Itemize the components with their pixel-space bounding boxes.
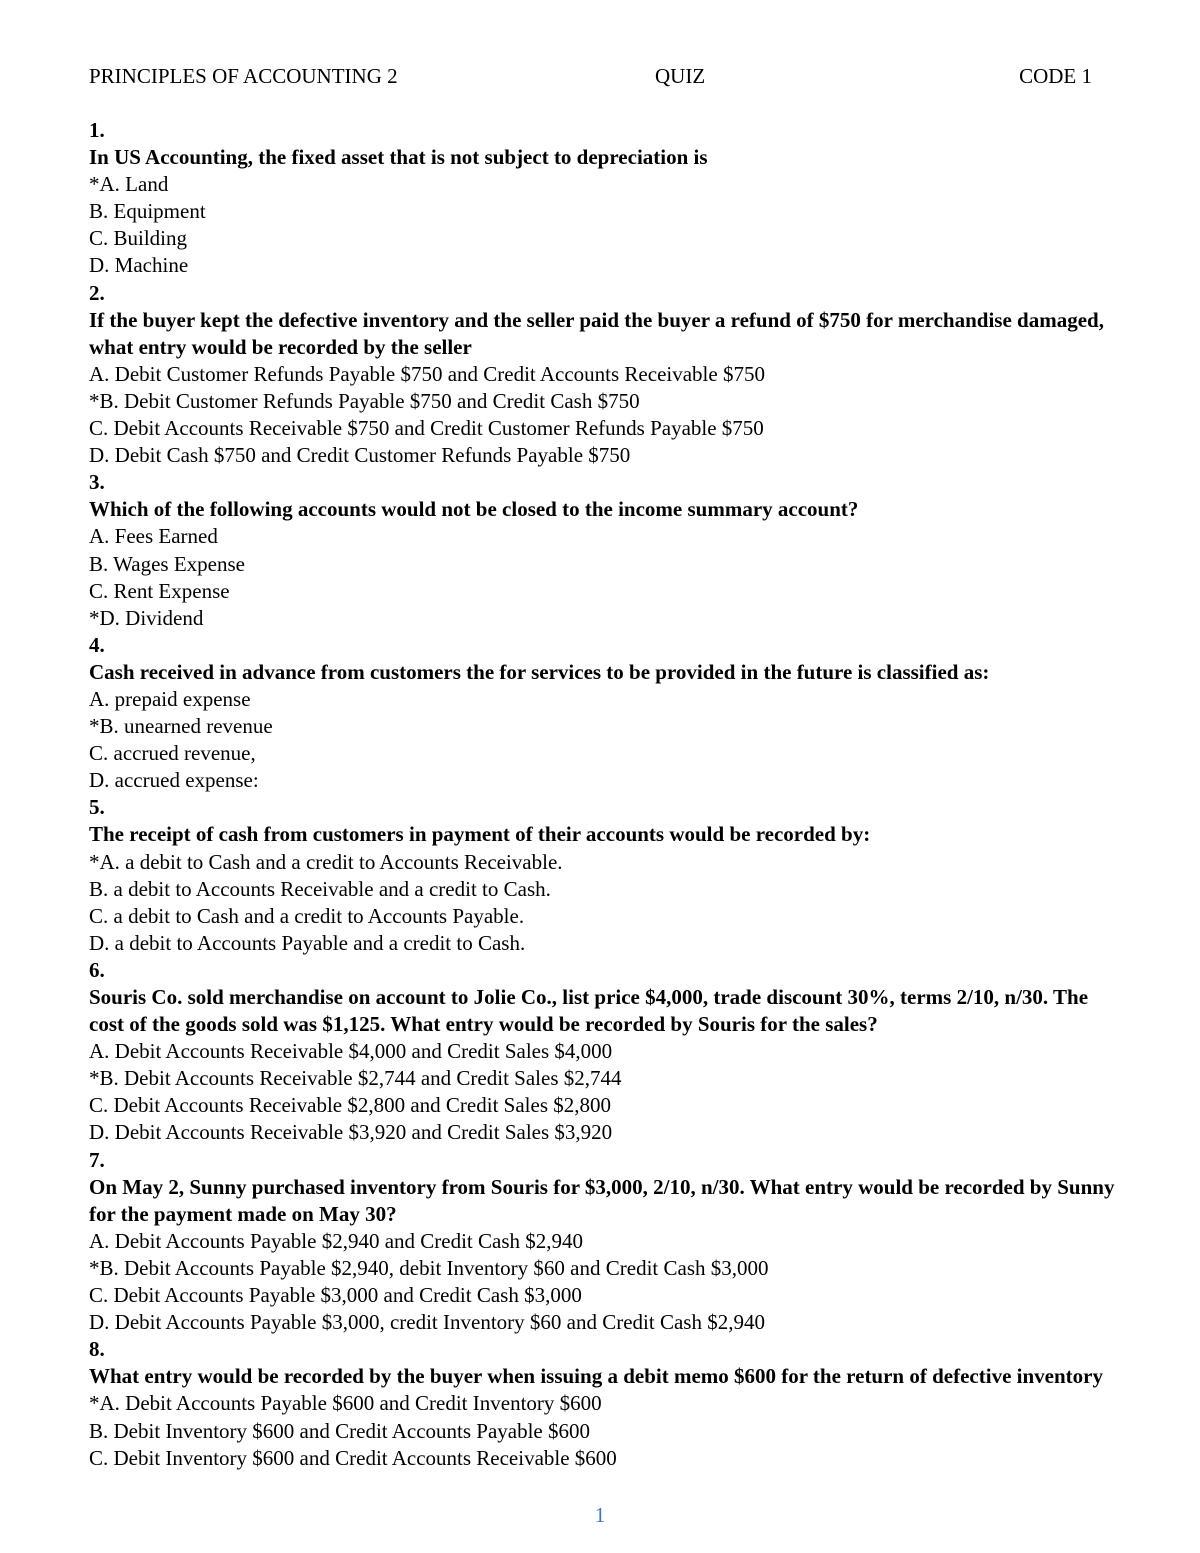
question-number: 8.: [89, 1337, 105, 1362]
answer-option: B. Equipment: [89, 199, 206, 224]
answer-option: *A. a debit to Cash and a credit to Accounts Receivable.: [89, 849, 563, 874]
answer-option: B. a debit to Accounts Receivable and a credit to Cash.: [89, 876, 551, 901]
answer-option: A. prepaid expense: [89, 686, 251, 711]
answer-option: C. Debit Accounts Receivable $750 and Credit Customer Refunds Payable $750: [89, 416, 764, 441]
answer-option: C. Rent Expense: [89, 578, 230, 603]
answer-option: C. Debit Accounts Payable $3,000 and Credit Cash $3,000: [89, 1283, 582, 1308]
page-number: 1: [594, 1503, 606, 1527]
answer-option: *A. Land: [89, 172, 169, 197]
question-text: On May 2, Sunny purchased inventory from Souris for $3,000, 2/10, n/30. What entry would be recorded by Sunny for the payment made on May 30?: [89, 1174, 1115, 1226]
answer-option: D. Debit Accounts Payable $3,000, credit Inventory $60 and Credit Cash $2,940: [89, 1310, 765, 1335]
answer-option: A. Debit Accounts Payable $2,940 and Credit Cash $2,940: [89, 1228, 584, 1253]
question-number: 3.: [89, 470, 105, 495]
question-number: 7.: [89, 1147, 105, 1172]
answer-option: *B. unearned revenue: [89, 714, 273, 739]
question-block: [89, 794, 1119, 957]
question-text: If the buyer kept the defective inventory and the seller paid the buyer a refund of $750 for merchandise damaged, what entry would be recorded by the seller: [89, 307, 1104, 359]
answer-option: B. Wages Expense: [89, 551, 245, 576]
question-block: [89, 469, 1119, 632]
answer-option: *D. Dividend: [89, 605, 204, 630]
answer-option: B. Debit Inventory $600 and Credit Accounts Payable $600: [89, 1418, 590, 1443]
question-text: What entry would be recorded by the buyer when issuing a debit memo $600 for the return of defective inventory: [89, 1364, 1103, 1389]
document-type: QUIZ: [655, 64, 706, 88]
page-header: [89, 62, 1092, 90]
question-block: [89, 1147, 1119, 1337]
answer-option: A. Debit Customer Refunds Payable $750 and Credit Accounts Receivable $750: [89, 361, 765, 386]
question-number: 6.: [89, 957, 105, 982]
question-block: [89, 1336, 1119, 1471]
question-text: In US Accounting, the fixed asset that is not subject to depreciation is: [89, 145, 708, 170]
answer-option: *A. Debit Accounts Payable $600 and Credit Inventory $600: [89, 1391, 602, 1416]
answer-option: C. Building: [89, 226, 188, 251]
answer-option: D. a debit to Accounts Payable and a credit to Cash.: [89, 930, 526, 955]
question-text: Souris Co. sold merchandise on account to Jolie Co., list price $4,000, trade discount 30%, terms 2/10, n/30. The cost of the goods sold was $1,125. What entry would be recorded by Souris for the sales?: [89, 985, 1089, 1037]
question-text: The receipt of cash from customers in payment of their accounts would be recorded by:: [89, 822, 871, 847]
answer-option: D. Debit Cash $750 and Credit Customer Refunds Payable $750: [89, 443, 631, 468]
answer-option: C. a debit to Cash and a credit to Accounts Payable.: [89, 903, 525, 928]
answer-option: A. Fees Earned: [89, 524, 218, 549]
answer-option: *B. Debit Accounts Payable $2,940, debit Inventory $60 and Credit Cash $3,000: [89, 1255, 769, 1280]
question-block: [89, 957, 1119, 1147]
question-block: [89, 632, 1119, 795]
course-title: PRINCIPLES OF ACCOUNTING 2: [89, 64, 398, 88]
answer-option: C. Debit Accounts Receivable $2,800 and Credit Sales $2,800: [89, 1093, 611, 1118]
answer-option: C. Debit Inventory $600 and Credit Accounts Receivable $600: [89, 1445, 617, 1470]
question-number: 1.: [89, 118, 105, 142]
question-list: [89, 117, 1119, 1472]
question-block: [89, 117, 1119, 280]
question-number: 5.: [89, 795, 105, 820]
question-number: 2.: [89, 280, 105, 305]
question-block: [89, 280, 1119, 470]
question-text: Cash received in advance from customers the for services to be provided in the future is classified as:: [89, 659, 990, 684]
answer-option: D. Debit Accounts Receivable $3,920 and Credit Sales $3,920: [89, 1120, 613, 1145]
quiz-code: CODE 1: [1019, 64, 1092, 88]
answer-option: *B. Debit Customer Refunds Payable $750 and Credit Cash $750: [89, 388, 640, 413]
question-text: Which of the following accounts would not be closed to the income summary account?: [89, 497, 859, 522]
answer-option: A. Debit Accounts Receivable $4,000 and Credit Sales $4,000: [89, 1039, 613, 1064]
answer-option: C. accrued revenue,: [89, 741, 256, 766]
answer-option: D. Machine: [89, 253, 189, 278]
answer-option: D. accrued expense:: [89, 768, 259, 793]
answer-option: *B. Debit Accounts Receivable $2,744 and Credit Sales $2,744: [89, 1066, 622, 1091]
question-number: 4.: [89, 632, 105, 657]
